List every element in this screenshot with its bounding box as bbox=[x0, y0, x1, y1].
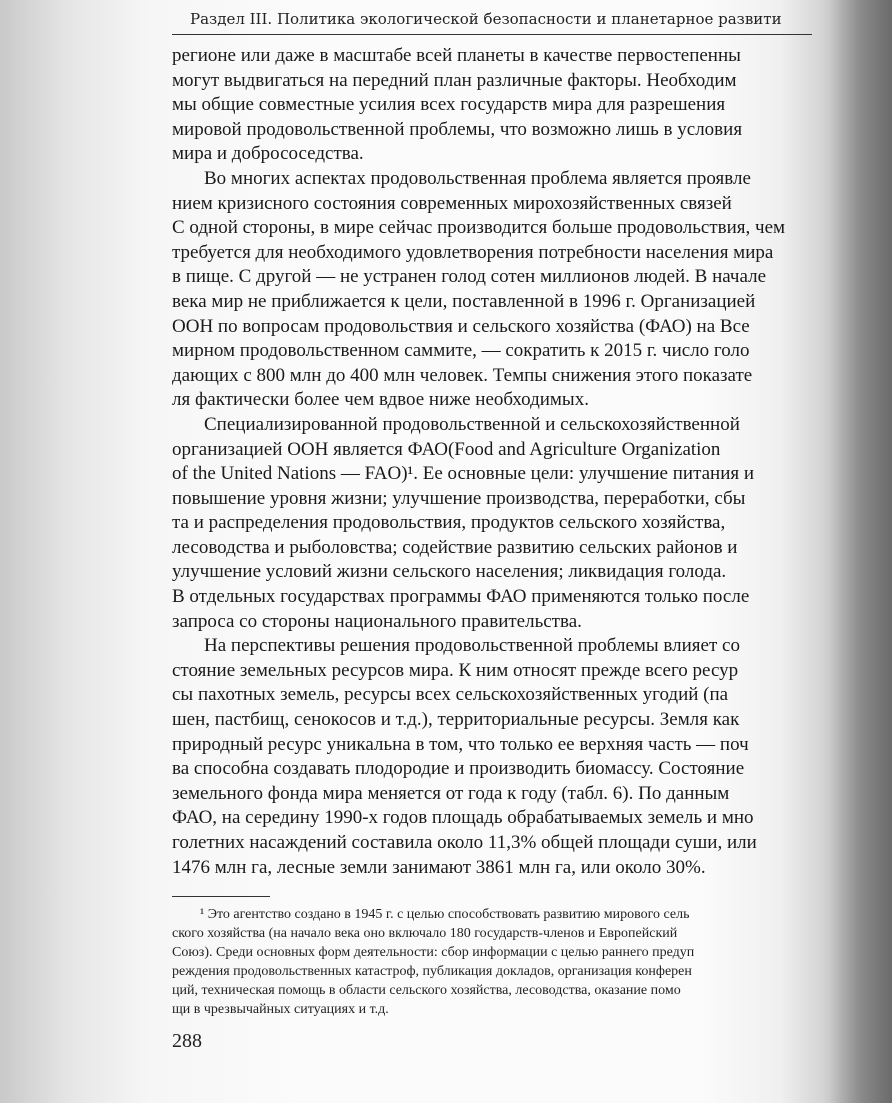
text-line: улучшение условий жизни сельского населения; ликвидация голода. bbox=[172, 561, 727, 583]
text-line: та и распределения продовольствия, продуктов сельского хозяйства, bbox=[172, 512, 726, 534]
text-line: Во многих аспектах продовольственная проблема является проявле bbox=[204, 167, 751, 189]
text-line: дающих с 800 млн до 400 млн человек. Темпы снижения этого показате bbox=[172, 364, 753, 386]
text-line: организацией ООН является ФАО(Food and Agriculture Organization bbox=[172, 438, 721, 460]
text-line: нием кризисного состояния современных мирохозяйственных связей bbox=[172, 192, 732, 214]
text-line: сы пахотных земель, ресурсы всех сельскохозяйственных угодий (па bbox=[172, 684, 729, 706]
footnote bbox=[172, 905, 812, 1019]
text-line: мы общие совместные усилия всех государств мира для разрешения bbox=[172, 94, 726, 116]
text-line: С одной стороны, в мире сейчас производится больше продовольствия, чем bbox=[172, 217, 786, 239]
body-text bbox=[172, 44, 812, 880]
text-line: ва способна создавать плодородие и производить биомассу. Состояние bbox=[172, 758, 745, 780]
text-line: Специализированной продовольственной и сельскохозяйственной bbox=[204, 413, 740, 435]
text-line: голетних насаждений составила около 11,3% общей площади суши, или bbox=[172, 832, 757, 853]
footnote-line: ций, техническая помощь в области сельского хозяйства, лесоводства, оказание помо bbox=[172, 983, 681, 998]
footnote-line: реждения продовольственных катастроф, публикация докладов, организация конферен bbox=[172, 964, 692, 979]
text-line: ля фактически более чем вдвое ниже необходимых. bbox=[172, 389, 589, 411]
text-line: лесоводства и рыболовства; содействие развитию сельских районов и bbox=[172, 536, 738, 558]
text-line: в пище. С другой — не устранен голод сотен миллионов людей. В начале bbox=[172, 266, 767, 288]
running-head: Раздел III. Политика экологической безопасности и планетарное развити bbox=[190, 10, 782, 28]
footnote-line: щи в чрезвычайных ситуациях и т.д. bbox=[172, 1002, 389, 1017]
text-line: На перспективы решения продовольственной проблемы влияет со bbox=[204, 635, 740, 657]
text-line: мировой продовольственной проблемы, что возможно лишь в условия bbox=[172, 118, 743, 140]
text-line: мира и добрососедства. bbox=[172, 143, 364, 165]
footnote-rule bbox=[172, 896, 270, 897]
text-line: of the United Nations — FAO)¹. Ее основные цели: улучшение питания и bbox=[172, 463, 755, 485]
footnote-line: ского хозяйства (на начало века оно включало 180 государств-членов и Европейский bbox=[172, 926, 678, 941]
page-number: 288 bbox=[172, 1030, 202, 1052]
text-line: повышение уровня жизни; улучшение производства, переработки, сбы bbox=[172, 487, 746, 509]
text-line: ФАО, на середину 1990-х годов площадь обрабатываемых земель и мно bbox=[172, 807, 754, 829]
text-line: мирном продовольственном саммите, — сократить к 2015 г. число голо bbox=[172, 340, 750, 362]
text-line: 1476 млн га, лесные земли занимают 3861 млн га, или около 30%. bbox=[172, 856, 706, 878]
header-rule bbox=[172, 34, 812, 35]
text-line: требуется для необходимого удовлетворения потребности населения мира bbox=[172, 241, 774, 263]
text-line: стояние земельных ресурсов мира. К ним относят прежде всего ресур bbox=[172, 659, 739, 681]
text-line: природный ресурс уникальна в том, что только ее верхняя часть — поч bbox=[172, 733, 749, 755]
footnote-line: ¹ Это агентство создано в 1945 г. с целью способствовать развитию мирового сель bbox=[200, 907, 690, 922]
text-line: шен, пастбищ, сенокосов и т.д.), территориальные ресурсы. Земля как bbox=[172, 709, 740, 731]
binding-shadow bbox=[822, 0, 892, 1103]
text-line: запроса со стороны национального правительства. bbox=[172, 610, 582, 632]
footnote-line: Союз). Среди основных форм деятельности: сбор информации с целью раннего предуп bbox=[172, 945, 695, 960]
text-line: могут выдвигаться на передний план различные факторы. Необходим bbox=[172, 69, 737, 91]
text-line: земельного фонда мира меняется от года к году (табл. 6). По данным bbox=[172, 782, 730, 804]
text-line: регионе или даже в масштабе всей планеты в качестве первостепенны bbox=[172, 45, 741, 66]
text-line: века мир не приближается к цели, поставленной в 1996 г. Организацией bbox=[172, 290, 756, 312]
text-line: В отдельных государствах программы ФАО применяются только после bbox=[172, 586, 750, 608]
text-line: ООН по вопросам продовольствия и сельского хозяйства (ФАО) на Все bbox=[172, 315, 750, 337]
